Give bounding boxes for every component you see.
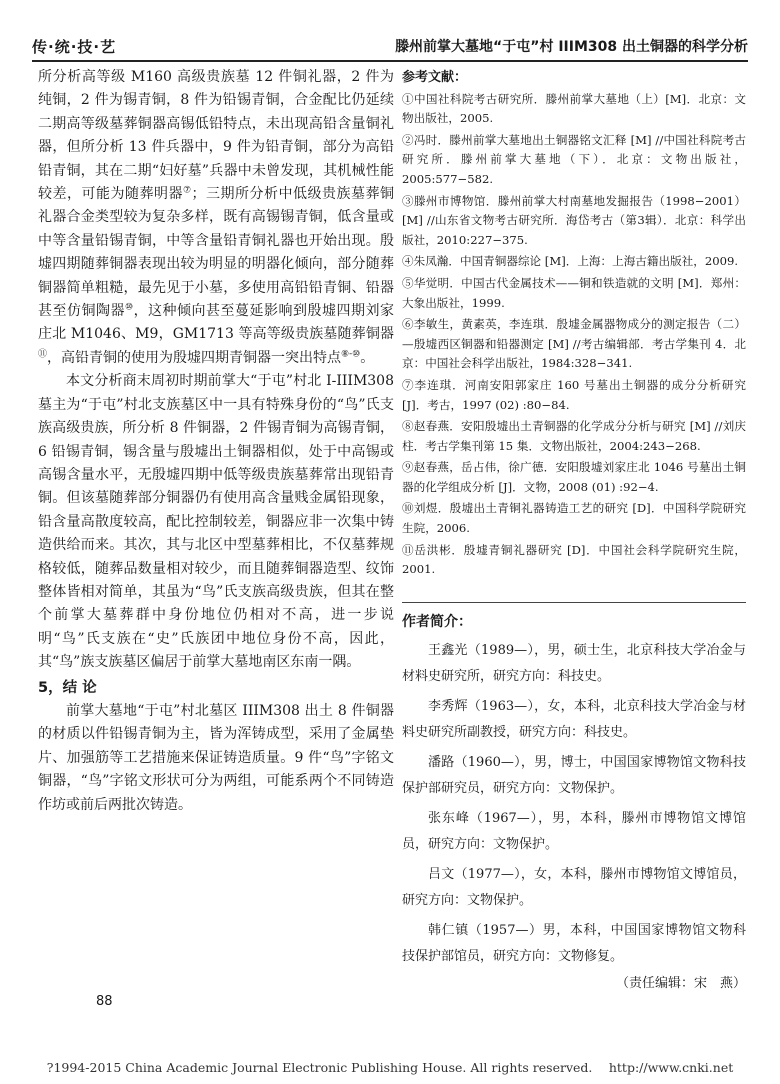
author-bio: 潘路（1960—），男，博士，中国国家博物馆文物科技保护部研究员，研究方向：文物保护。 xyxy=(402,755,746,797)
reference-item: ⑦李连琪．河南安阳郭家庄 160 号墓出土铜器的成分分析研究 [J]．考古，1997 (02) :80−84. xyxy=(402,377,746,412)
citation-mark: ⑩ xyxy=(124,302,134,313)
author-bio: 张东峰（1967—），男，本科，滕州市博物馆文博馆员，研究方向：文物保护。 xyxy=(402,811,746,853)
section-heading: 5，结 论 xyxy=(38,679,97,696)
text-run: 所分析高等级 M160 高级贵族墓 12 件铜礼器，2 件为纯铜，2 件为锡青铜，8 件为铅锡青铜，合金配比仍延续二期高等级墓葬铜器高锡低铅特点，未出现高铅含量铜礼器，但所分析 13 件兵器中，9 件为铅青铜，部分为高铅铅青铜，其在二期“妇好墓”兵器中未曾发现，其机械性能较差，可能为随葬明器 xyxy=(38,69,394,203)
author-bio: 李秀辉（1963—），女，本科，北京科技大学冶金与材料史研究所副教授，研究方向：科技史。 xyxy=(402,699,746,741)
reference-item: ②冯时．滕州前掌大墓地出土铜器铭文汇释 [M] //中国社科院考古研究所．滕州前掌大墓地（下）．北京：文物出版社，2005:577−582. xyxy=(402,132,746,186)
reference-item: ⑥李敏生，黄素英，李连琪．殷墟金属器物成分的测定报告（二）—殷墟西区铜器和铅器测定 [M] //考古编辑部．考古学集刊 4．北京：中国社会科学出版社，1984:328−341. xyxy=(402,317,746,371)
reference-item: ⑩刘煜．殷墟出土青铜礼器铸造工艺的研究 [D]．中国科学院研究生院，2006. xyxy=(402,501,746,536)
editor-credit: （责任编辑：宋 燕） xyxy=(615,976,746,992)
page-number: 88 xyxy=(96,994,113,1009)
paragraph: 本文分析商末周初时期前掌大“于屯”村北 I-IIIM308 墓主为“于屯”村北支族墓区中一具有特殊身份的“鸟”氏支族高级贵族，所分析 8 件铜器，2 件锡青铜为高锡青铜，6 铅锡青铜，锡含量与殷墟出土铜器相似，处于中高锡或高锡含量水平，无殷墟四期中低等级贵族墓葬常出现铅青铜。但该墓随葬部分铜器仍有使用高含量贱金属铅现象，铅含量高散度较高，配比控制较差，铜器应非一次集中铸造供给而来。其次，其与北区中型墓葬相比，不仅墓葬规格较低，随葬品数量相对较少，而且随葬铜器造型、纹饰整体皆相对简单，其虽为“鸟”氏支族高级贵族，但其在整个前掌大墓葬群中身份地位仍相对不高，进一步说明“鸟”氏支族在“史”氏族团中地位身份不高，因此，其“鸟”族支族墓区偏居于前掌大墓地南区东南一隅。 xyxy=(38,373,394,671)
author-bio: 吕文（1977—），女，本科，滕州市博物馆文博馆员，研究方向：文物保护。 xyxy=(402,867,746,909)
section-label: 传·统·技·艺 xyxy=(32,38,117,56)
references-title: 参考文献： xyxy=(402,70,468,85)
authors-title: 作者简介： xyxy=(402,602,746,633)
text-run: ，高铅青铜的使用为殷墟四期青铜器一突出特点 xyxy=(47,349,342,366)
side-column xyxy=(402,68,746,994)
copyright-footer: ?1994-2015 China Academic Journal Electronic Publishing House. All rights reserved. http://www.cnki.net xyxy=(46,1060,734,1075)
reference-item: ①中国社科院考古研究所．滕州前掌大墓地（上）[M]．北京：文物出版社，2005. xyxy=(402,91,746,126)
reference-item: ③滕州市博物馆．滕州前掌大村南墓地发掘报告（1998−2001）[M] //山东省文物考古研究所．海岱考古（第3辑）．北京：科学出版社，2010:227−375. xyxy=(402,193,746,247)
paragraph: 前掌大墓地“于屯”村北墓区 IIIM308 出土 8 件铜器的材质以件铅锡青铜为主，皆为浑铸成型，采用了金属垫片、加强筋等工艺措施来保证铸造质量。9 件“鸟”字铭文铜器，“鸟”字铭文形状可分为两组，可能系两个不同铸造作坊或前后两批次铸造。 xyxy=(38,702,394,813)
reference-item: ⑤华觉明．中国古代金属技术——铜和铁造就的文明 [M]．郑州：大象出版社，1999. xyxy=(402,275,746,310)
citation-mark: ⑪ xyxy=(38,349,48,360)
reference-item: ⑨赵春燕，岳占伟，徐广德．安阳殷墟刘家庄北 1046 号墓出土铜器的化学组成分析 [J]．文物，2008 (01) :92−4. xyxy=(402,460,746,494)
citation-mark: ⑧-⑩ xyxy=(341,349,361,360)
citation-mark: ⑦ xyxy=(182,185,192,196)
running-header xyxy=(32,32,748,62)
author-bio: 王鑫光（1989—），男，硕士生，北京科技大学冶金与材料史研究所，研究方向：科技史。 xyxy=(402,643,746,685)
article-title: 滕州前掌大墓地“于屯”村 IIIM308 出土铜器的科学分析 xyxy=(395,39,748,55)
paragraph: 所分析高等级 M160 高级贵族墓 12 件铜礼器，2 件为纯铜，2 件为锡青铜，8 件为铅锡青铜，合金配比仍延续二期高等级墓葬铜器高锡低铅特点，未出现高铅含量铜礼器，但所分析 13 件兵器中，9 件为铅青铜，部分为高铅铅青铜，其在二期“妇好墓”兵器中未曾发现，其机械性能较差，可能为随葬明器⑦；三期所分析中低级贵族墓葬铜礼器合金类型较为复杂多样，既有高锡锡青铜，低含量或中等含量铅锡青铜，中等含量铅青铜礼器也开始出现。殷墟四期随葬铜器表现出较为明显的明器化倾向，部分随葬铜器简单粗糙，最先见于小墓，多使用高铅铅青铜、铅器甚至仿铜陶器⑩，这种倾向甚至蔓延影响到殷墟四期刘家庄北 M1046、M9，GM1713 等高等级贵族墓随葬铜器⑪，高铅青铜的使用为殷墟四期青铜器一突出特点⑧-⑩。 xyxy=(38,69,395,366)
reference-item: ⑧赵春燕．安阳殷墟出土青铜器的化学成分分析与研究 [M] //刘庆柱．考古学集刊第 15 集．文物出版社，2004:243−268. xyxy=(402,419,746,453)
reference-item: ④朱凤瀚．中国青铜器综论 [M]．上海：上海古籍出版社，2009. xyxy=(402,254,739,269)
text-run: ，这种倾向甚至蔓延影响到殷墟四期刘家庄北 M1046、M9，GM1713 等高等级贵族墓随葬铜器 xyxy=(38,303,395,343)
author-bio: 韩仁镇（1957—）男，本科，中国国家博物馆文物科技保护部馆员，研究方向：文物修复。 xyxy=(402,923,746,965)
reference-item: ⑪岳洪彬．殷墟青铜礼器研究 [D]．中国社会科学院研究生院，2001. xyxy=(402,542,746,577)
text-run: ；三期所分析中低级贵族墓葬铜礼器合金类型较为复杂多样，既有高锡锡青铜，低含量或中等含量铅锡青铜，中等含量铅青铜礼器也开始出现。殷墟四期随葬铜器表现出较为明显的明器化倾向，部分随葬铜器简单粗糙，最先见于小墓，多使用高铅铅青铜、铅器甚至仿铜陶器 xyxy=(38,186,395,320)
main-text-column xyxy=(38,66,394,817)
